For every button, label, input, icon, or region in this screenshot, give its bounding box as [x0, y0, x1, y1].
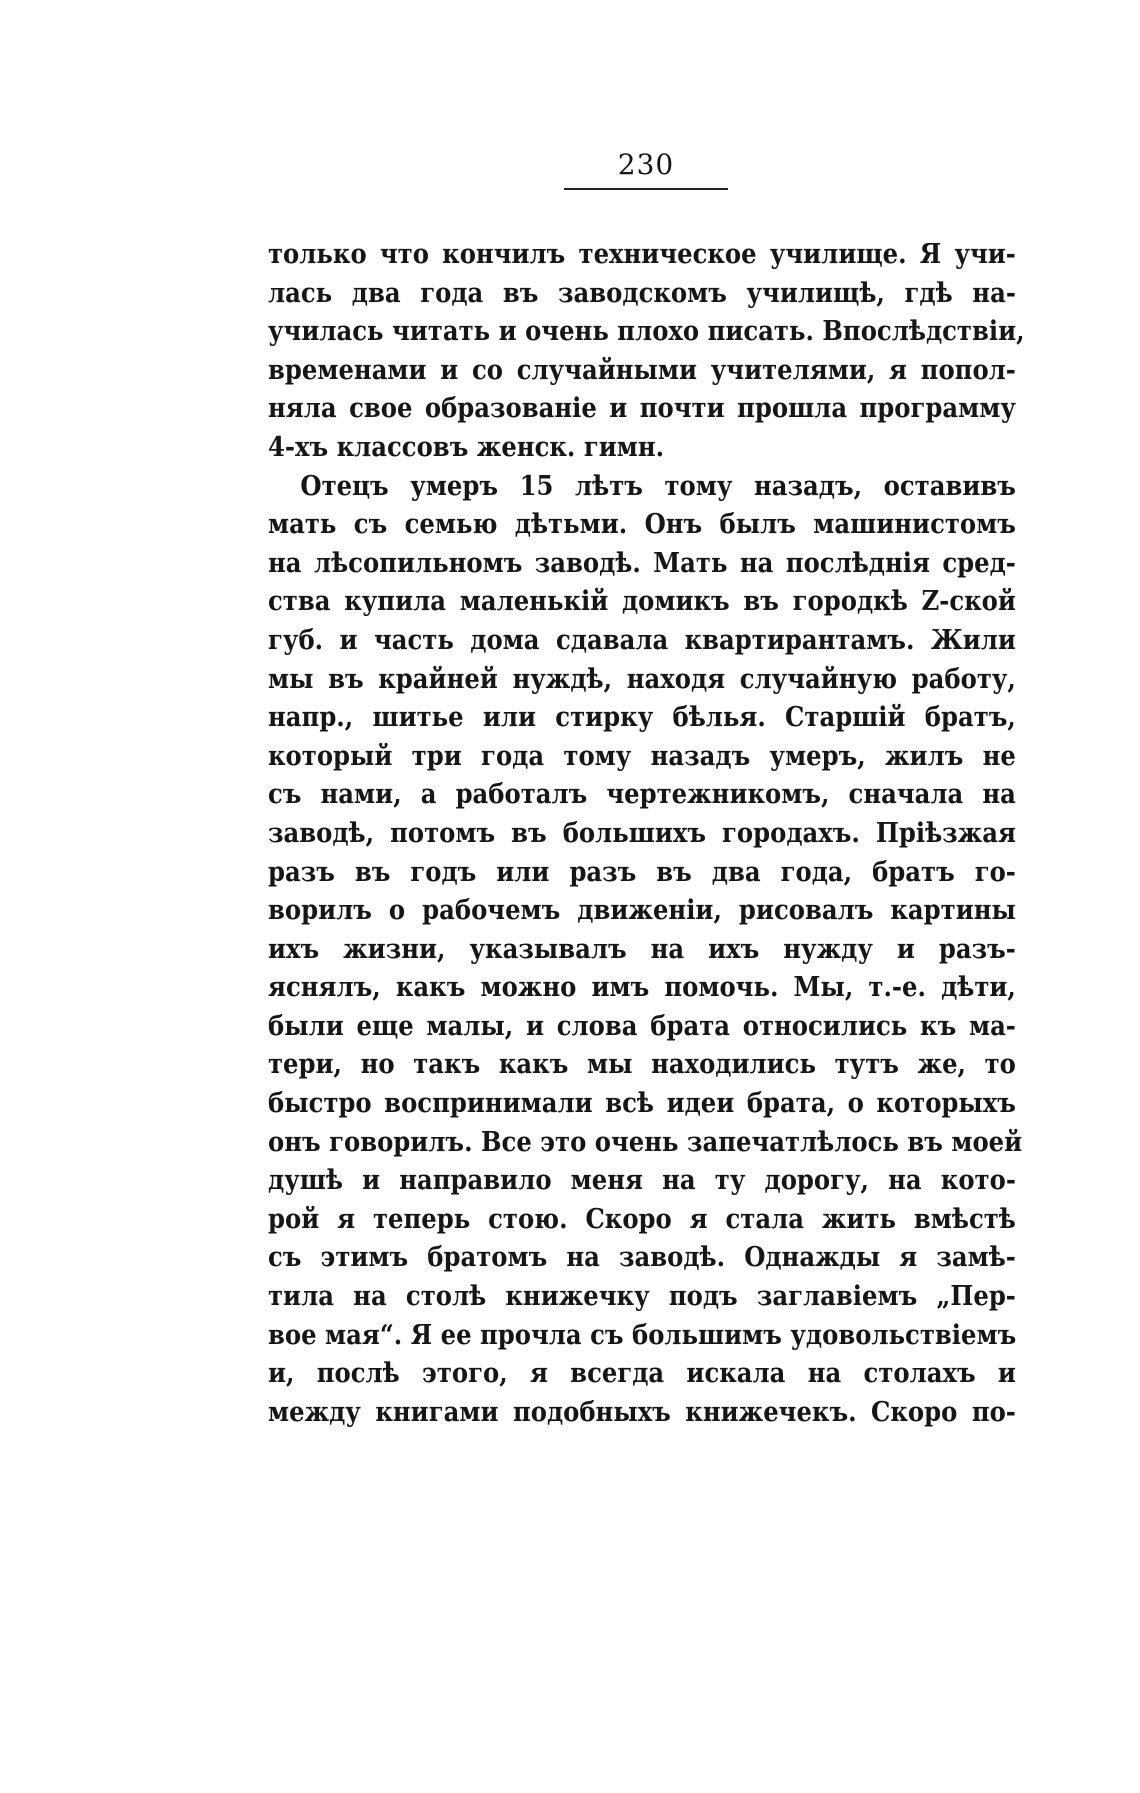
paragraph-first-line: Отецъ умеръ 15 лѣтъ тому назадъ, оставивъ: [300, 470, 1016, 502]
text-line: быстро воспринимали всѣ идеи брата, о которыхъ: [268, 1088, 1016, 1120]
text-line: лась два года въ заводскомъ училищѣ, гдѣ на-: [268, 277, 1016, 309]
text-line: ства купила маленькій домикъ въ городкѣ Z-ской: [268, 586, 1016, 618]
text-line: мать съ семью дѣтьми. Онъ былъ машинистомъ: [268, 509, 1016, 541]
text-line: съ нами, а работалъ чертежникомъ, сначала на: [268, 779, 1016, 811]
text-line: вое мая“. Я ее прочла съ большимъ удовольствіемъ: [268, 1319, 1017, 1351]
text-line: 4-хъ классовъ женск. гимн.: [268, 431, 665, 463]
text-line: заводѣ, потомъ въ большихъ городахъ. Пріѣзжая: [268, 817, 1016, 849]
header-rule: [564, 188, 728, 190]
text-line: напр., шитье или стирку бѣлья. Старшій братъ,: [268, 702, 1016, 734]
text-line: рой я теперь стою. Скоро я стала жить вмѣстѣ: [268, 1203, 1016, 1235]
text-line: тила на столѣ книжечку подъ заглавіемъ „Пер-: [268, 1281, 1016, 1313]
text-line: училась читать и очень плохо писать. Впослѣдствіи,: [268, 316, 1025, 348]
text-line: только что кончилъ техническое училище. Я учи-: [268, 239, 1016, 270]
page-header: [564, 148, 728, 182]
text-line: съ этимъ братомъ на заводѣ. Однажды я замѣ-: [268, 1242, 1016, 1274]
text-line: яснялъ, какъ можно имъ помочь. Мы, т.-е. дѣти,: [268, 972, 1016, 1004]
text-line: были еще малы, и слова брата относились къ ма-: [268, 1010, 1016, 1042]
text-line: ворилъ о рабочемъ движеніи, рисовалъ картины: [268, 895, 1016, 927]
text-line: временами и со случайными учителями, я попол-: [268, 354, 1016, 386]
text-line: разъ въ годъ или разъ въ два года, братъ го-: [268, 856, 1016, 888]
text-line: тери, но такъ какъ мы находились тутъ же, то: [268, 1049, 1016, 1081]
text-line: губ. и часть дома сдавала квартирантамъ. Жили: [268, 624, 1016, 656]
text-line: и, послѣ этого, я всегда искала на столахъ и: [268, 1358, 1016, 1390]
text-line: няла свое образованіе и почти прошла программу: [268, 393, 1016, 425]
page-number: 230: [617, 148, 675, 181]
text-line: который три года тому назадъ умеръ, жилъ не: [268, 740, 1016, 772]
body-text: [268, 236, 1025, 1432]
text-line: мы въ крайней нуждѣ, находя случайную работу,: [268, 663, 1016, 695]
text-line: между книгами подобныхъ книжечекъ. Скоро по-: [268, 1396, 1016, 1428]
text-line: ихъ жизни, указывалъ на ихъ нужду и разъ-: [268, 933, 1016, 965]
text-line: душѣ и направило меня на ту дорогу, на кото-: [268, 1165, 1016, 1197]
text-line: онъ говорилъ. Все это очень запечатлѣлось въ моей: [268, 1126, 1023, 1158]
text-line: на лѣсопильномъ заводѣ. Мать на послѣднія сред-: [268, 547, 1016, 579]
